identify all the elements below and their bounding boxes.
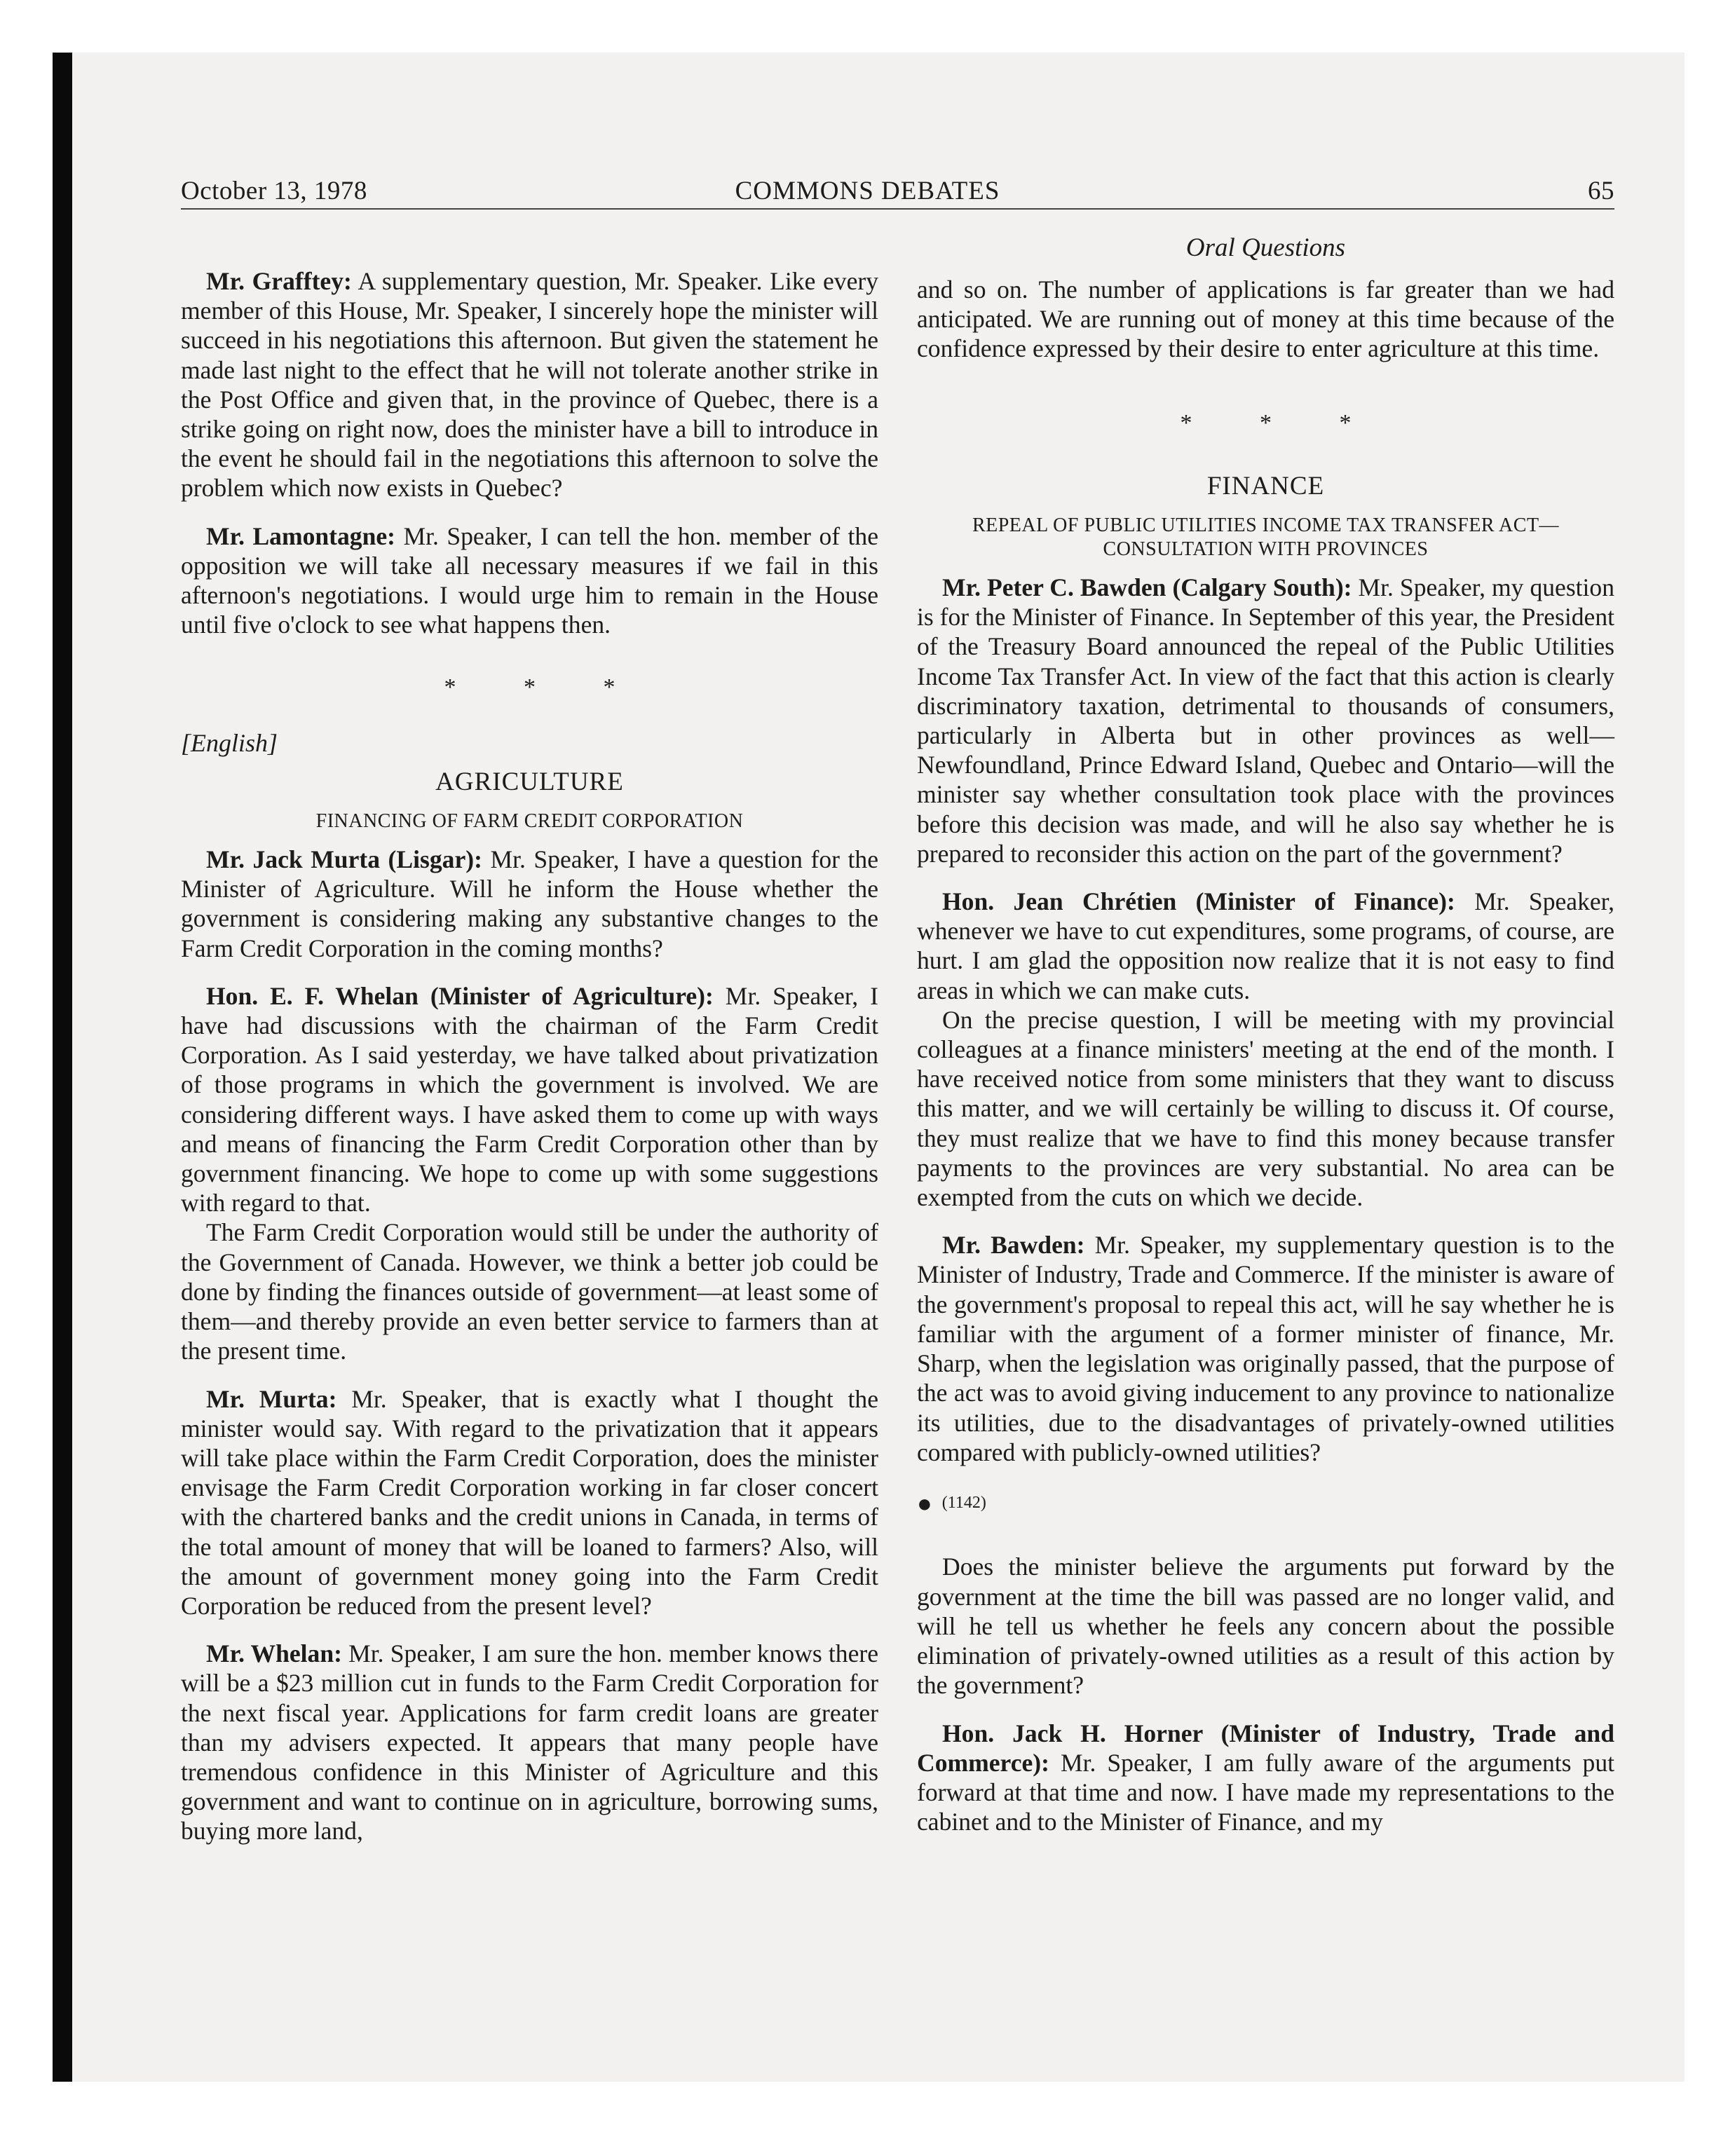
- speech-text: Mr. Speaker, I have a question for the Minister of Agriculture. Will he inform the House whether the government is considering making any substantive changes to the Farm Credit Corporation in the coming months?: [181, 845, 878, 962]
- speaker-name: Mr. Jack Murta (Lisgar):: [206, 845, 482, 874]
- header-page-number: 65: [1588, 177, 1614, 205]
- language-tag: [English]: [181, 728, 278, 757]
- header-title: COMMONS DEBATES: [735, 177, 1000, 205]
- time-marker: [917, 1488, 1614, 1519]
- section-title-finance: FINANCE: [1206, 471, 1325, 500]
- speaker-name: Mr. Bawden:: [942, 1231, 1085, 1260]
- bullet-icon: ●: [917, 1489, 932, 1518]
- speaker-name: Mr. Lamontagne:: [206, 521, 396, 550]
- paragraph-whelan-reply-continued: and so on. The number of applications is far greater than we had anticipated. We are running out of money at this time because of the confidence expressed by their desire to enter agriculture at this time.: [917, 275, 1614, 363]
- header-date: October 13, 1978: [181, 177, 367, 205]
- paragraph-grafftey: [181, 266, 878, 503]
- scan-edge-bar: [53, 53, 72, 2082]
- speaker-name: Hon. Jack H. Horner (Minister of Industry, Trade and Commerce):: [917, 1719, 1614, 1777]
- header-rule: [181, 208, 1614, 210]
- speaker-name: Mr. Grafftey:: [206, 267, 352, 295]
- speaker-name: Mr. Murta:: [206, 1384, 337, 1413]
- paragraph-bawden-supplementary: [917, 1230, 1614, 1467]
- paragraph-bawden-continued: Does the minister believe the arguments put forward by the government at the time the bill was passed are no longer valid, and will he tell us whether he feels any concern about the possible elimination of privately-owned utilities as a result of this action by the government?: [917, 1553, 1614, 1700]
- left-column: [181, 266, 878, 1846]
- speaker-name: Mr. Whelan:: [206, 1639, 342, 1668]
- speaker-name: Hon. E. F. Whelan (Minister of Agriculture):: [206, 981, 714, 1010]
- section-separator: * * *: [1180, 409, 1382, 436]
- paragraph-whelan: [181, 981, 878, 1218]
- paragraph-whelan-continued: The Farm Credit Corporation would still be under the authority of the Government of Canada. However, we think a better job could be done by finding the finances outside of government—at least some of them—and thereby provide an even better service to farmers than at the present time.: [181, 1218, 878, 1365]
- section-separator: * * *: [444, 674, 646, 701]
- speech-text: A supplementary question, Mr. Speaker. Like every member of this House, Mr. Speaker, I sincerely hope the minister will succeed in his negotiations this afternoon. But given the statement he made last night to the effect that he will not tolerate another strike in the Post Office and given that, in the province of Quebec, there is a strike going on right now, does the minister have a bill to introduce in the event he should fail in the negotiations this afternoon to solve the problem which now exists in Quebec?: [181, 267, 879, 503]
- speech-text: Mr. Speaker, that is exactly what I thought the minister would say. With regard to the privatization that it appears will take place within the Farm Credit Corporation, does the minister envisage the Farm Credit Corporation working in far closer concert with the chartered banks and the credit unions in Canada, in terms of the total amount of money that will be loaned to farmers? Also, will the amount of government money going into the Farm Credit Corporation be reduced from the present level?: [181, 1384, 878, 1620]
- speech-text: Mr. Speaker, my supplementary question is to the Minister of Industry, Trade and Commerce. If the minister is aware of the government's proposal to repeal this act, will he say whether he is familiar with the argument of a former minister of finance, Mr. Sharp, when the legislation was originally passed, that the purpose of the act was to avoid giving inducement to any province to nationalize its utilities, due to the disadvantages of privately-owned utilities compared with publicly-owned utilities?: [917, 1231, 1614, 1466]
- speech-text: Mr. Speaker, I have had discussions with the chairman of the Farm Credit Corporation. As I said yesterday, we have talked about privatization of those programs in which the government is involved. We are considering different ways. I have asked them to come up with ways and means of financing the Farm Credit Corporation other than by government financing. We hope to come up with some suggestions with regard to that.: [181, 981, 878, 1217]
- paragraph-horner: [917, 1719, 1614, 1837]
- right-column: [917, 275, 1614, 1836]
- paragraph-chretien-continued: On the precise question, I will be meeting with my provincial colleagues at a finance ministers' meeting at the end of the month. I have received notice from some ministers that they want to discuss this matter, and we will certainly be willing to discuss it. Of course, they must realize that we have to find this money because transfer payments to the provinces are very substantial. No area can be exempted from the cuts on which we decide.: [917, 1005, 1614, 1212]
- speaker-name: Mr. Peter C. Bawden (Calgary South):: [942, 573, 1352, 602]
- time-marker-text: (1142): [941, 1493, 986, 1512]
- paragraph-murta: [181, 845, 878, 963]
- paragraph-bawden: [917, 573, 1614, 868]
- column-label: Oral Questions: [1185, 233, 1346, 262]
- section-title-agriculture: AGRICULTURE: [435, 767, 624, 796]
- paragraph-whelan-reply: [181, 1639, 878, 1845]
- paragraph-chretien: [917, 887, 1614, 1005]
- section-subtitle: REPEAL OF PUBLIC UTILITIES INCOME TAX TRANSFER ACT— CONSULTATION WITH PROVINCES: [972, 514, 1560, 561]
- section-subtitle: FINANCING OF FARM CREDIT CORPORATION: [315, 810, 744, 833]
- paragraph-lamontagne: [181, 521, 878, 640]
- speech-text: Mr. Speaker, whenever we have to cut expenditures, some programs, of course, are hurt. I am glad the opposition now realize that it is not easy to find areas in which we can make cuts.: [917, 887, 1614, 1004]
- speech-text: Mr. Speaker, I can tell the hon. member of the opposition we will take all necessary measures if we fail in this afternoon's negotiations. I would urge him to remain in the House until five o'clock to see what happens then.: [181, 521, 878, 639]
- speech-text: Mr. Speaker, my question is for the Minister of Finance. In September of this year, the President of the Treasury Board announced the repeal of the Public Utilities Income Tax Transfer Act. In view of the fact that this action is clearly discriminatory taxation, detrimental to thousands of consumers, particularly in Alberta but in other provinces as well—Newfoundland, Prince Edward Island, Quebec and Ontario—will the minister say whether consultation took place with the provinces before this decision was made, and will he also say whether he is prepared to reconsider this action on the part of the government?: [917, 573, 1615, 868]
- speaker-name: Hon. Jean Chrétien (Minister of Finance):: [942, 887, 1455, 916]
- paragraph-murta-supplementary: [181, 1384, 878, 1621]
- speech-text: Mr. Speaker, I am fully aware of the arguments put forward at that time and now. I have made my representations to the cabinet and to the Minister of Finance, and my: [917, 1748, 1614, 1836]
- speech-text: Mr. Speaker, I am sure the hon. member knows there will be a $23 million cut in funds to the Farm Credit Corporation for the next fiscal year. Applications for farm credit loans are greater than my advisers expected. It appears that many people have tremendous confidence in this Minister of Agriculture and this government and want to continue on in agriculture, borrowing sums, buying more land,: [181, 1639, 879, 1845]
